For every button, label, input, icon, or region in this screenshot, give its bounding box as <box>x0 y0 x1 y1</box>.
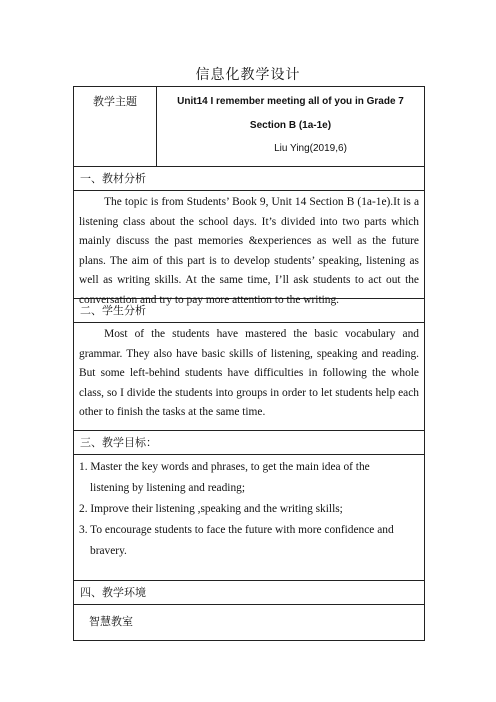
unit-title: Unit14 I remember meeting all of you in Grade 7 <box>177 96 404 107</box>
goal-line: 3. To encourage students to face the future with more confidence and <box>79 524 394 536</box>
student-analysis-heading: 二、学生分析 <box>74 298 424 322</box>
goal-line: 1. Master the key words and phrases, to get the main idea of the <box>79 461 370 473</box>
material-analysis-text: The topic is from Students’ Book 9, Unit 14 Section B (1a-1e).It is a listening class about the school days. It’s divided into two parts which mainly discuss the past memories &experiences as well as the future plans. The aim of this part is to develop students’ speaking, listening as well as writing skills. At the same time, I’ll ask students to act out the conversation and try to pay more attention to the writing. <box>79 196 419 306</box>
teaching-goals-heading: 三、教学目标： <box>74 430 424 454</box>
teaching-goals-body <box>74 454 424 580</box>
goal-item <box>79 457 419 499</box>
lesson-plan-table <box>73 86 425 641</box>
teaching-environment-value: 智慧教室 <box>74 604 424 640</box>
teaching-environment-heading: 四、教学环境 <box>74 580 424 604</box>
goal-item <box>79 520 419 562</box>
student-analysis-body <box>74 322 424 430</box>
topic-row <box>74 87 424 166</box>
goal-line-continuation: bravery. <box>90 545 127 557</box>
author-line: Liu Ying(2019,6) <box>274 143 347 154</box>
topic-content <box>157 87 424 166</box>
material-analysis-heading: 一、教材分析 <box>74 166 424 190</box>
section-title: Section B (1a-1e) <box>249 120 332 131</box>
goal-item <box>79 499 419 520</box>
goal-line-continuation: listening by listening and reading; <box>90 482 246 494</box>
document-title: 信息化教学设计 <box>195 68 301 83</box>
student-analysis-text: Most of the students have mastered the basic vocabulary and grammar. They also have basic skills of listening, speaking and reading. But some left-behind students have difficulties in following the whole class, so I divide the students into groups in order to let students help each other to finish the tasks at the same time. <box>79 328 419 418</box>
goal-line: 2. Improve their listening ,speaking and the writing skills; <box>79 503 343 515</box>
topic-label: 教学主题 <box>74 87 157 166</box>
material-analysis-body <box>74 190 424 306</box>
